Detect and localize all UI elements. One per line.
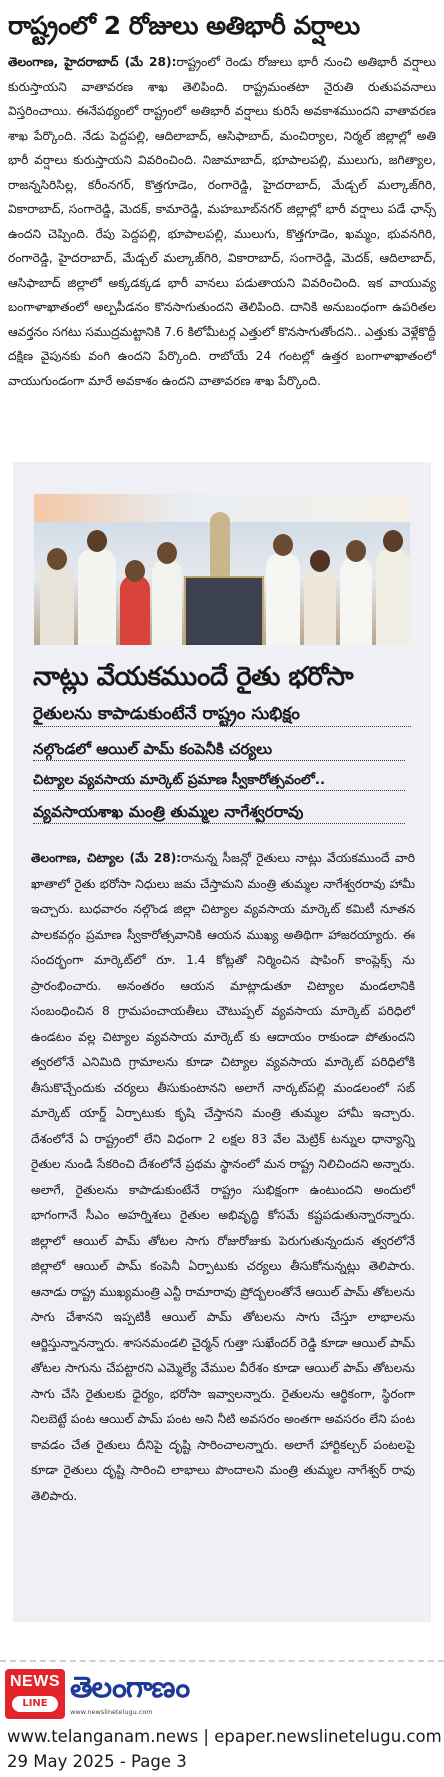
- article-subheading: చిట్యాల వ్యవసాయ మార్కెట్ ప్రమాణ స్వీకారోత్సవంలో..: [33, 770, 405, 791]
- logo-text-top: NEWS: [10, 1673, 60, 1690]
- photo-person-head: [47, 548, 67, 570]
- photo-person: [40, 563, 74, 645]
- photo-person-head: [310, 550, 330, 572]
- article-subheading: రైతులను కాపాడుకుంటేనే రాష్ట్రం సుభిక్షం: [33, 702, 411, 727]
- article-body: [31, 846, 415, 1614]
- article-subheading: వ్యవసాయశాఖ మంత్రి తుమ్మల నాగేశ్వరరావు: [33, 801, 405, 824]
- article-headline: రాష్ట్రంలో 2 రోజులు అతిభారీ వర్షాలు: [8, 11, 360, 40]
- footer-website-line: www.telanganam.news | epaper.newslinetelugu.com: [7, 1727, 442, 1746]
- article-body-text: రాష్ట్రంలో రెండు రోజులు భారీ నుంచి అతిభారీ వర్షాలు కురుస్తాయని వాతావరణ శాఖ తెలిపింది. రాష్ట్రమంతటా నైరుతి రుతుపవనాలు విస్తరించాయి. ఈనేపథ్యంలో రాష్ట్రంలో అతిభారీ వర్షాలు కురిసే అవకాశముందని వాతావరణ శాఖ పేర్కొంది. నేడు పెద్దపల్లి, ఆదిలాబాద్, ఆసిఫాబాద్, మంచిర్యాల, నిర్మల్ జిల్లాల్లో అతి భారీ వర్షాలు కురుస్తాయని వివరించింది. నిజామాబాద్, భూపాలపల్లి, ములుగు, జగిత్యాల, రాజన్నసిరిసిల్ల, కరీంనగర్, కొత్తగూడెం, రంగారెడ్డి, హైదరాబాద్, మేడ్చల్ మల్కాజ్‌గిరి, వికారాబాద్, సంగారెడ్డి, మెదక్, కామారెడ్డి, మహబూబ్‌నగర్ జిల్లాల్లో భారీ వర్షాలు పడే ఛాన్స్ ఉందని చెప్పింది. రేపు పెద్దపల్లి, భూపాలపల్లి, ములుగు, కొత్తగూడెం, ఖమ్మం, భువనగిరి, రంగారెడ్డి, హైదరాబాద్, మేడ్చల్ మల్కాజ్‌గిరి, వికారాబాద్, సంగారెడ్డి, మెదక్, ఆదిలాబాద్, ఆసిఫాబాద్ జిల్లాలో అక్కడక్కడ భారీ వానలు పడుతాయని వివరించింది. ఇక వాయువ్య బంగాళాఖాతంలో అల్పపీడనం కొనసాగుతుందని తెలిపింది. దానికి అనుబంధంగా ఉపరితల ఆవర్తనం సగటు సముద్రమట్టానికి 7.6 కిలోమీటర్ల ఎత్తులో కొనసాగుతోందని.. ఎత్తుకు వెళ్లేకొద్దీ దక్షిణ వైపునకు వంగి ఉందని పేర్కొంది. రాబోయే 24 గంటల్లో ఉత్తర బంగాళాఖాతంలో వాయుగుండంగా మారే అవకాశం ఉందని వాతావరణ శాఖ పేర్కొంది.: [8, 55, 436, 388]
- article-headline: నాట్లు వేయకముందే రైతు భరోసా: [33, 662, 354, 692]
- telanganam-logo: [70, 1670, 250, 1720]
- photo-person: [340, 557, 372, 645]
- article-subheading: నల్గొండలో ఆయిల్ పామ్ కంపెనీకి చర్యలు: [33, 738, 405, 761]
- photo-person-head: [383, 530, 403, 552]
- footer-divider: [0, 1660, 444, 1662]
- article-dateline: తెలంగాణ, చిట్యాల (మే 28):: [31, 851, 182, 865]
- photo-statue: [210, 512, 230, 576]
- footer-brand: [0, 1666, 444, 1724]
- photo-person-head: [273, 534, 293, 556]
- photo-person: [266, 553, 300, 645]
- logo-text-bottom: LINE: [12, 1696, 58, 1712]
- photo-person: [304, 565, 336, 645]
- article-rain-forecast: [8, 4, 436, 442]
- article-dateline: తెలంగాణ, హైదరాబాద్ (మే 28):: [8, 55, 177, 69]
- newsline-logo: [5, 1669, 65, 1719]
- footer-date-page: 29 May 2025 - Page 3: [7, 1752, 187, 1771]
- article-rythu-bharosa: [13, 462, 431, 1622]
- photo-person-head: [346, 540, 366, 562]
- brand-url: www.newslinetelugu.com: [70, 1708, 153, 1716]
- photo-person: [152, 559, 182, 645]
- photo-person: [78, 549, 116, 645]
- photo-person-head: [125, 560, 145, 582]
- article-body-text: రానున్న సీజన్లో రైతులు నాట్లు వేయకముందే వారి ఖాతాలో రైతు భరోసా నిధులు జమ చేస్తామని మంత్రి తుమ్మల నాగేశ్వరరావు హామీ ఇచ్చారు. బుధవారం నల్గొండ జిల్లా చిట్యాల వ్యవసాయ మార్కెట్ కమిటీ నూతన పాలకవర్గం ప్రమాణ స్వీకారోత్సవానికి ఆయన ముఖ్య అతిథిగా హాజరయ్యారు. ఈ సందర్భంగా మార్కెట్‌లో రూ. 1.4 కోట్లతో నిర్మించిన షాపింగ్ కాంప్లెక్స్ ను ప్రారంభించారు. అనంతరం ఆయన మాట్లాడుతూ చిట్యాల మండలానికి సంబంధించిన 8 గ్రామపంచాయతీలు చౌటుప్పల్ వ్యవసాయ మార్కెట్ పరిధిలో ఉండటం వల్ల చిట్యాల వ్యవసాయ మార్కెట్ కు ఆదాయం రాకుండా పోతుందని త్వరలోనే ఎనిమిది గ్రామాలను కూడా చిట్యాల వ్యవసాయ మార్కెట్ పరిధిలోకి తీసుకొచ్చేందుకు చర్యలు తీసుకుంటానని అలాగే నార్కట్‌పల్లి మండలంలో సబ్ మార్కెట్ యార్డ్ ఏర్పాటుకు కృషి చేస్తానని మంత్రి తుమ్మల హామీ ఇచ్చారు. దేశంలోనే ఏ రాష్ట్రంలో లేని విధంగా 2 లక్షల 83 వేల మెట్రిక్ టన్నుల ధాన్యాన్ని రైతుల నుండి సేకరించి దేశంలోనే ప్రథమ స్థానంలో మన రాష్ట్ర నిలిచిందని అన్నారు. అలాగే, రైతులను కాపాడుకుంటేనే రాష్ట్రం సుభిక్షంగా ఉంటుందని అందులో భాగంగానే సీఎం అహర్నిశలు రైతుల అభివృద్ధి కోసమే కష్టపడుతున్నారన్నారు. జిల్లాలో ఆయిల్ పామ్ తోటల సాగు రోజురోజుకు పెరుగుతున్నందున త్వరలోనే జిల్లాలో ఆయిల్ పామ్ కంపెనీ ఏర్పాటుకు చర్యలు తీసుకోనున్నట్లు తెలిపారు. ఆనాడు రాష్ట్ర ముఖ్యమంత్రి ఎన్టీ రామారావు ప్రోద్బలంతోనే ఆయిల్ పామ్ తోటలను సాగు చేశానని ఇప్పటికీ ఆయిల్ పామ్ తోటలను సాగు చేస్తూ లాభాలను ఆర్జిస్తున్నానన్నారు. శాసనమండలి చైర్మన్ గుత్తా సుఖేందర్ రెడ్డి కూడా ఆయిల్ పామ్ తోటల సాగును చేపట్టారని ఎమ్మెల్యే వేముల వీరేశం కూడా ఆయిల్ పామ్ తోటలను సాగు చేసి రైతులకు ధైర్యం, భరోసా ఇవ్వాలన్నారు. రైతులను ఆర్థికంగా, స్థిరంగా నిలబెట్టే పంట ఆయిల్ పామ్ పంట అని నీటి అవసరం అంతగా అవసరం లేని పంట కావడం చేత రైతులు దీనిపై దృష్టి సారించాలన్నారు. అలాగే హార్టికల్చర్ పంటలపై కూడా రైతులు దృష్టి సారించి లాభాలు పొందాలని మంత్రి తుమ్మల నాగేశ్వర్ రావు తెలిపారు.: [31, 851, 415, 1503]
- brand-wordmark: తెలంగాణం: [70, 1670, 190, 1704]
- photo-person: [376, 549, 410, 645]
- article-body: [8, 50, 436, 442]
- photo-person-head: [157, 542, 177, 564]
- photo-inauguration-plaque: [184, 576, 264, 645]
- photo-person: [120, 575, 150, 645]
- photo-person-head: [87, 530, 107, 552]
- event-photo: [34, 494, 410, 645]
